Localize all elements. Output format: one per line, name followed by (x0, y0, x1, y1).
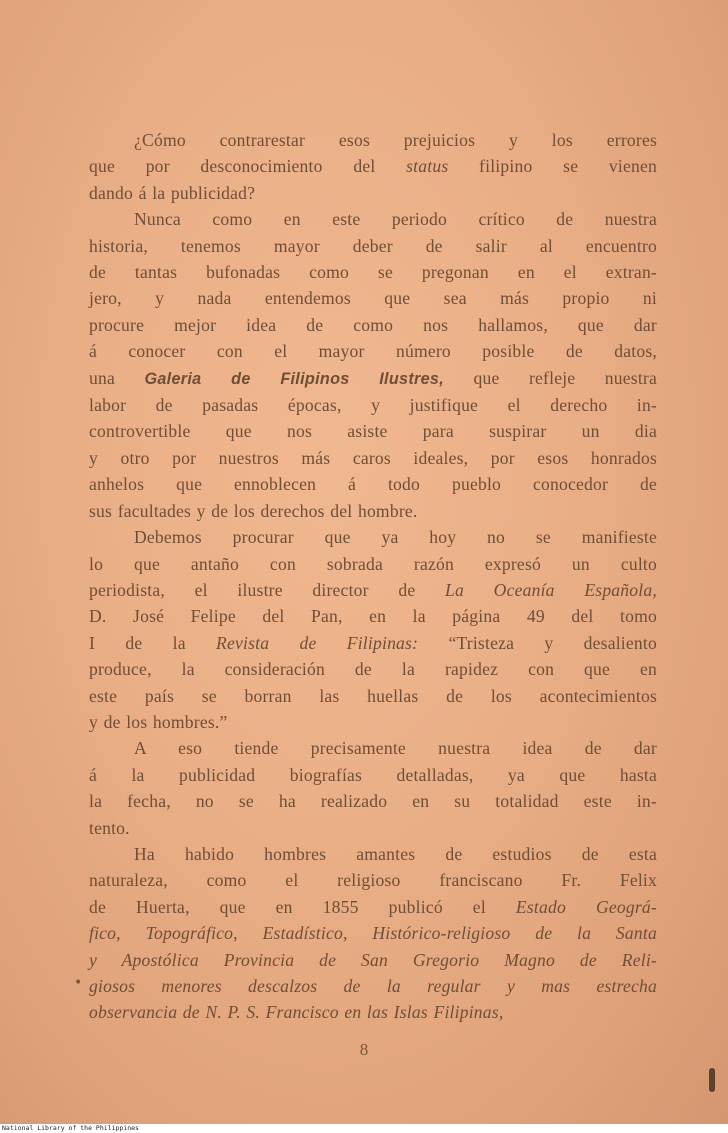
italic-text: y Apostólica Provincia de San Gregorio Magno de Reli- (89, 949, 657, 970)
emphasized-title: Galeria de Filipinos Ilustres, (144, 369, 445, 388)
text-run: la fecha, no se ha realizado en su totalidad este in- (89, 791, 657, 812)
text-run: produce, la consideración de la rapidez con que en (89, 659, 657, 680)
text-line (89, 498, 657, 524)
text-run: Nunca como en este periodo crítico de nuestra (134, 209, 657, 230)
text-line (89, 603, 657, 629)
text-line (89, 206, 657, 232)
text-run: dando á la publicidad? (89, 182, 256, 203)
text-run: y de los hombres.” (89, 711, 228, 732)
text-line (89, 312, 657, 338)
text-run: “Tristeza y desaliento (418, 632, 657, 653)
text-line (89, 709, 657, 735)
text-run: anhelos que ennoblecen á todo pueblo conocedor de (89, 474, 657, 495)
text-line (89, 867, 657, 893)
text-run: y otro por nuestros más caros ideales, por esos honrados (89, 447, 657, 468)
italic-text: status (406, 156, 449, 177)
text-run: una (89, 367, 145, 388)
footer-bar (0, 1124, 728, 1133)
text-run: tento. (89, 817, 130, 838)
text-run: labor de pasadas épocas, y justifique el derecho in- (89, 395, 657, 416)
text-line (89, 762, 657, 788)
text-run: á la publicidad biografías detalladas, ya que hasta (89, 764, 657, 785)
paragraph (89, 841, 657, 1026)
text-run: controvertible que nos asiste para suspirar un dia (89, 421, 657, 442)
text-line (89, 815, 657, 841)
text-run: periodista, el ilustre director de (89, 579, 446, 600)
text-run: ¿Cómo contrarestar esos prejuicios y los errores (134, 130, 657, 150)
text-run: que por desconocimiento del (89, 156, 407, 177)
text-line (89, 153, 657, 179)
text-line (89, 338, 657, 364)
paragraph (89, 127, 657, 206)
text-line (89, 735, 657, 761)
page-number: 8 (359, 1040, 369, 1059)
text-run: lo que antaño con sobrada razón expresó un culto (89, 553, 657, 574)
text-run: historia, tenemos mayor deber de salir al encuentro (89, 235, 657, 256)
text-run: A eso tiende precisamente nuestra idea de dar (134, 738, 657, 759)
text-line (89, 524, 657, 550)
text-run: de Huerta, que en 1855 publicó el (89, 896, 516, 917)
text-run: Debemos procurar que ya hoy no se manifieste (134, 527, 657, 548)
body-text (89, 127, 657, 1026)
text-line (89, 656, 657, 682)
text-run: Ha habido hombres amantes de estudios de esta (134, 843, 657, 864)
page-edge-mark (709, 1068, 715, 1092)
footer-credit: National Library of the Philippines (2, 1124, 139, 1132)
text-run: que refleje nuestra (444, 367, 657, 388)
text-run: filipino se vienen (448, 156, 657, 177)
text-run: procure mejor idea de como nos hallamos, que dar (89, 314, 657, 335)
text-line (89, 920, 657, 946)
text-line (89, 551, 657, 577)
text-run: naturaleza, como el religioso franciscano Fr. Felix (89, 870, 657, 891)
text-line (89, 683, 657, 709)
text-line (89, 418, 657, 444)
text-line (89, 233, 657, 259)
text-line (89, 999, 657, 1025)
text-line (89, 841, 657, 867)
italic-text: observancia de N. P. S. Francisco en las Islas Filipinas, (89, 1002, 504, 1023)
paragraph (89, 524, 657, 735)
text-line (89, 445, 657, 471)
italic-text: Revista de Filipinas: (216, 632, 419, 653)
paragraph (89, 735, 657, 841)
text-line (89, 788, 657, 814)
text-line (89, 973, 657, 999)
text-line (89, 365, 657, 392)
text-line (89, 180, 657, 206)
text-line (89, 285, 657, 311)
text-run: I de la (89, 632, 217, 653)
text-line (89, 471, 657, 497)
italic-text: La Oceanía Española, (445, 579, 657, 600)
text-line (89, 127, 657, 153)
margin-dot: • (74, 975, 83, 991)
paragraph (89, 206, 657, 524)
text-run: de tantas bufonadas como se pregonan en el extran- (89, 262, 657, 283)
text-line (89, 894, 657, 920)
text-line (89, 947, 657, 973)
text-run: jero, y nada entendemos que sea más propio ni (89, 288, 657, 309)
italic-text: fico, Topográfico, Estadístico, Histórico-religioso de la Santa (89, 923, 657, 944)
text-line (89, 630, 657, 656)
text-line (89, 392, 657, 418)
text-run: á conocer con el mayor número posible de datos, (89, 341, 657, 362)
text-line (89, 259, 657, 285)
italic-text: Estado Geográ- (515, 896, 657, 917)
text-line (89, 577, 657, 603)
text-run: D. José Felipe del Pan, en la página 49 del tomo (89, 606, 657, 627)
text-run: este país se borran las huellas de los acontecimientos (89, 685, 657, 706)
text-run: sus facultades y de los derechos del hombre. (89, 500, 418, 521)
italic-text: giosos menores descalzos de la regular y mas estrecha (89, 976, 657, 996)
